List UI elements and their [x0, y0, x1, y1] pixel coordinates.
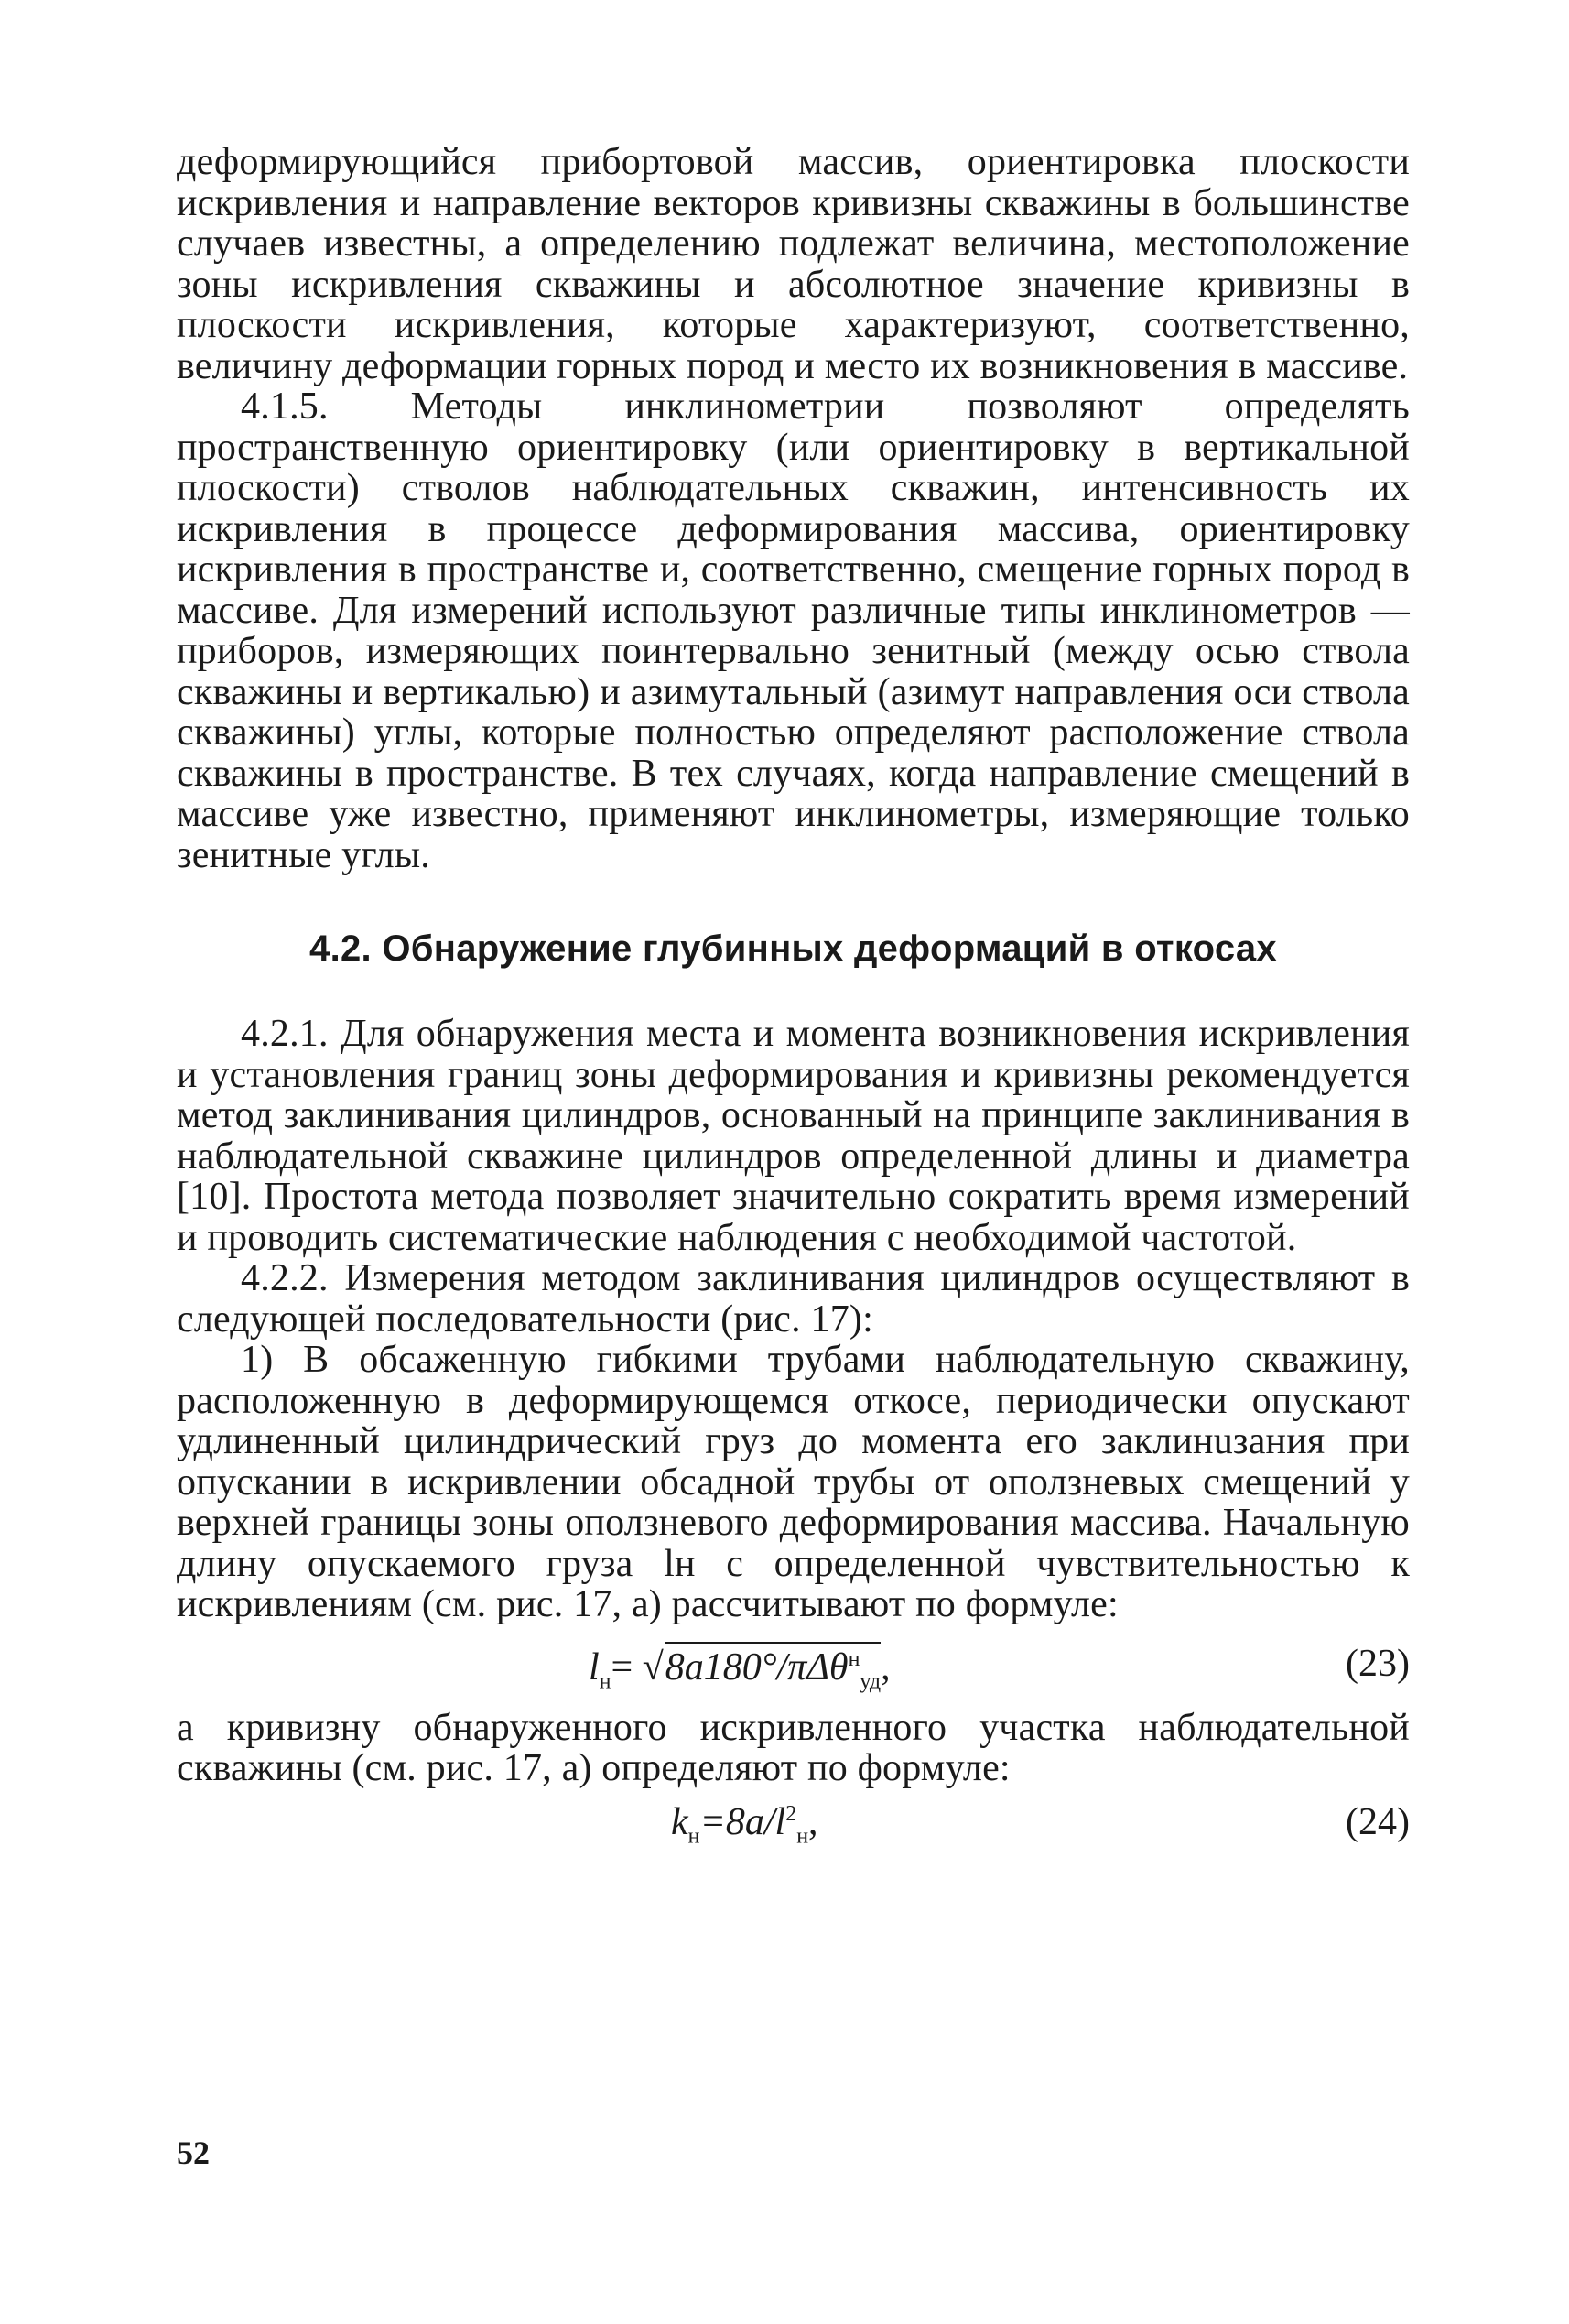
- formula-24-expression: $k_н=8a/l^2_н$,: [671, 1800, 818, 1848]
- paragraph-step-1: 1) В обсаженную гибкими трубами наблюдательную скважину, расположенную в деформирующемся откосе, периодически опускают удлиненный цилиндрический груз до момента его заклинuзания при опускании в искривлении обсадной трубы от оползневых смещений у верхней границы зоны оползневого деформирования массива. Начальную длину опускаемого груза lн с определенной чувствительностью к искривлениям (см. рис. 17, а) рассчитывают по формуле:: [177, 1339, 1410, 1625]
- sqrt-icon: √: [642, 1645, 664, 1689]
- paragraph-intro: деформирующийся прибортовой массив, ориентировка плоскости искривления и направление векторов кривизны скважины в большинстве случаев известны, а определению подлежат величина, местоположение зоны искривления скважины и абсолютное значение кривизны в плоскости искривления, которые характеризуют, соответственно, величину деформации горных пород и место их возникновения в массиве.: [177, 141, 1410, 387]
- formula-23-number: (23): [1346, 1642, 1410, 1685]
- paragraph-4-2-2: 4.2.2. Измерения методом заклинивания цилиндров осуществляют в следующей последовательности (рис. 17):: [177, 1257, 1410, 1341]
- paragraph-curvature: а кривизну обнаруженного искривленного участка наблюдательной скважины (см. рис. 17, а) определяют по формуле:: [177, 1706, 1410, 1789]
- formula-23-expression: $l_н= √8a180^\circ/\pi\Delta\theta^н_{уд}$,: [589, 1642, 891, 1694]
- paragraph-4-1-5: 4.1.5. Методы инклинометрии позволяют определять пространственную ориентировку (или ориентировку в вертикальной плоскости) стволов наблюдательных скважин, интенсивность их искривления в процессе деформирования массива, ориентировку искривления в пространстве и, соответственно, смещение горных пород в массиве. Для измерений используют различные типы инклинометров — приборов, измеряющих поинтервально зенитный (между осью ствола скважины и вертикалью) и азимутальный (азимут направления оси ствола скважины) углы, которые полностью определяют расположение ствола скважины в пространстве. В тех случаях, когда направление смещений в массиве уже известно, применяют инклинометры, измеряющие только зенитные углы.: [177, 386, 1410, 876]
- paragraph-4-2-1: 4.2.1. Для обнаружения места и момента возникновения искривления и установления границ зоны деформирования и кривизны рекомендуется метод заклинивания цилиндров, основанный на принципе заклинивания в наблюдательной скважине цилиндров определенной длины и диаметра [10]. Простота метода позволяет значительно сократить время измерений и проводить систематические наблюдения с необходимой частотой.: [177, 1013, 1410, 1259]
- page-number: 52: [177, 2134, 210, 2171]
- section-heading-4-2: 4.2. Обнаружение глубинных деформаций в откосах: [309, 929, 1277, 969]
- formula-24: [177, 1789, 1410, 1862]
- page-body: [177, 142, 1410, 1862]
- formula-23: [177, 1625, 1410, 1708]
- formula-24-number: (24): [1346, 1800, 1410, 1843]
